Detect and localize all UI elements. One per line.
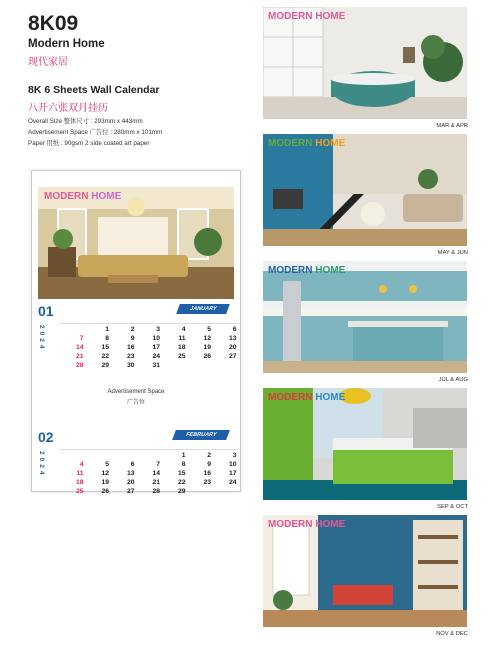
day-cell: 14 bbox=[152, 470, 160, 477]
month-name: FEBRUARY bbox=[172, 430, 230, 440]
day-cell bbox=[137, 451, 163, 460]
day-cell: 21 bbox=[152, 479, 160, 486]
day-cell: 28 bbox=[152, 488, 160, 495]
photo-caption: MAR & APR bbox=[436, 123, 468, 129]
day-cell: 18 bbox=[75, 479, 84, 486]
photo-caption: NOV & DEC bbox=[436, 631, 468, 637]
day-cell: 23 bbox=[126, 353, 135, 360]
photo-bathroom bbox=[263, 7, 467, 119]
day-cell: 21 bbox=[75, 353, 84, 360]
month-grid bbox=[60, 443, 239, 496]
day-cell: 7 bbox=[156, 461, 160, 468]
day-cell: 4 bbox=[79, 461, 84, 468]
month-grid bbox=[60, 317, 239, 370]
day-cell bbox=[60, 451, 86, 460]
advertisement-space-label: Advertisement Space bbox=[107, 389, 165, 395]
series-title-cn: 现代家居 bbox=[28, 57, 68, 68]
spec-ad-space: Advertisement Space 广告位 : 280mm x 101mm bbox=[28, 129, 163, 136]
week-row bbox=[60, 469, 239, 478]
calendar-type: 8K 6 Sheets Wall Calendar bbox=[28, 84, 160, 96]
brand-logo: MODERN HOME bbox=[268, 138, 346, 149]
day-cell: 18 bbox=[177, 344, 186, 351]
brand-logo: MODERN HOME bbox=[268, 11, 346, 22]
week-row bbox=[60, 352, 239, 361]
advertisement-space-label-cn: 广告位 bbox=[126, 400, 145, 406]
day-cell: 20 bbox=[126, 479, 135, 486]
day-cell: 25 bbox=[177, 353, 186, 360]
day-cell: 23 bbox=[203, 479, 211, 486]
week-row bbox=[60, 451, 239, 460]
day-cell: 27 bbox=[126, 488, 135, 495]
series-title: Modern Home bbox=[28, 38, 105, 50]
calendar-type-cn: 八开六张双月挂历 bbox=[28, 103, 108, 114]
brand-logo: MODERN HOME bbox=[268, 519, 346, 530]
day-cell: 1 bbox=[181, 452, 186, 459]
day-cell: 2 bbox=[207, 452, 211, 459]
day-cell: 30 bbox=[126, 362, 135, 369]
photo-bedroom bbox=[263, 388, 467, 500]
day-cell: 1 bbox=[105, 326, 109, 333]
day-cell: 19 bbox=[101, 479, 109, 486]
week-row bbox=[60, 343, 239, 352]
week-row bbox=[60, 478, 239, 487]
day-cell bbox=[188, 361, 214, 370]
day-cell: 17 bbox=[152, 344, 160, 351]
calendar-mockup bbox=[31, 170, 241, 495]
day-cell: 9 bbox=[207, 461, 211, 468]
day-cell: 8 bbox=[181, 461, 186, 468]
week-row bbox=[60, 460, 239, 469]
day-cell: 4 bbox=[181, 326, 186, 333]
week-row bbox=[60, 487, 239, 496]
day-cell: 13 bbox=[126, 470, 135, 477]
day-cell: 22 bbox=[101, 353, 109, 360]
month-number: 01 bbox=[38, 303, 54, 319]
day-cell: 3 bbox=[156, 326, 160, 333]
day-cell bbox=[86, 451, 112, 460]
day-cell bbox=[188, 487, 214, 496]
photo-caption: SEP & OCT bbox=[437, 504, 468, 510]
week-row bbox=[60, 325, 239, 334]
spec-size: Overall Size 整体尺寸 : 293mm x 443mm bbox=[28, 118, 143, 125]
day-cell: 16 bbox=[126, 344, 135, 351]
day-cell: 31 bbox=[152, 362, 160, 369]
day-cell: 12 bbox=[101, 470, 109, 477]
brand-logo: MODERN HOME bbox=[268, 265, 346, 276]
day-cell: 29 bbox=[177, 488, 186, 495]
day-cell: 12 bbox=[203, 335, 211, 342]
day-cell: 13 bbox=[228, 335, 237, 342]
month-number: 02 bbox=[38, 429, 54, 445]
photo-study bbox=[263, 515, 467, 627]
day-cell bbox=[60, 325, 86, 334]
day-cell: 10 bbox=[152, 335, 160, 342]
day-cell: 6 bbox=[130, 461, 135, 468]
day-cell: 20 bbox=[228, 344, 237, 351]
day-cell: 11 bbox=[76, 470, 84, 477]
photo-living-stairs bbox=[263, 134, 467, 246]
year-label: 2024 bbox=[38, 451, 45, 478]
day-cell: 5 bbox=[105, 461, 109, 468]
day-cell: 15 bbox=[177, 470, 186, 477]
day-cell: 29 bbox=[101, 362, 109, 369]
day-cell: 26 bbox=[101, 488, 109, 495]
brand-logo: MODERN HOME bbox=[44, 191, 122, 202]
weekday-header bbox=[60, 443, 239, 450]
day-cell: 26 bbox=[203, 353, 211, 360]
day-cell: 24 bbox=[152, 353, 160, 360]
day-cell: 27 bbox=[228, 353, 237, 360]
month-february bbox=[38, 429, 237, 509]
week-row bbox=[60, 361, 239, 370]
day-cell: 9 bbox=[130, 335, 135, 342]
month-january bbox=[38, 303, 237, 383]
day-cell: 3 bbox=[232, 452, 237, 459]
day-cell: 14 bbox=[75, 344, 84, 351]
weekday-header bbox=[60, 317, 239, 324]
product-code: 8K09 bbox=[28, 12, 79, 35]
day-cell: 5 bbox=[207, 326, 211, 333]
photo-kitchen bbox=[263, 261, 467, 373]
day-cell: 2 bbox=[130, 326, 135, 333]
week-row bbox=[60, 334, 239, 343]
day-cell: 16 bbox=[203, 470, 211, 477]
day-cell: 28 bbox=[75, 362, 84, 369]
day-cell: 19 bbox=[203, 344, 211, 351]
day-cell: 17 bbox=[228, 470, 237, 477]
day-cell: 10 bbox=[228, 461, 237, 468]
day-cell: 24 bbox=[228, 479, 237, 486]
living-room-photo bbox=[38, 187, 234, 299]
day-cell: 22 bbox=[177, 479, 186, 486]
day-cell bbox=[111, 451, 137, 460]
month-name: JANUARY bbox=[176, 304, 230, 314]
photo-caption: MAY & JUN bbox=[437, 250, 468, 256]
photo-caption: JUL & AUG bbox=[438, 377, 468, 383]
day-cell bbox=[213, 487, 239, 496]
day-cell: 15 bbox=[101, 344, 109, 351]
day-cell: 25 bbox=[75, 488, 84, 495]
day-cell bbox=[162, 361, 188, 370]
day-cell: 6 bbox=[232, 326, 237, 333]
day-cell: 7 bbox=[79, 335, 84, 342]
spec-paper: Paper 用纸 : 90gsm 2 side coated art paper bbox=[28, 140, 150, 147]
year-label: 2024 bbox=[38, 325, 45, 352]
day-cell: 11 bbox=[178, 335, 186, 342]
brand-logo: MODERN HOME bbox=[268, 392, 346, 403]
day-cell: 8 bbox=[105, 335, 109, 342]
day-cell bbox=[213, 361, 239, 370]
